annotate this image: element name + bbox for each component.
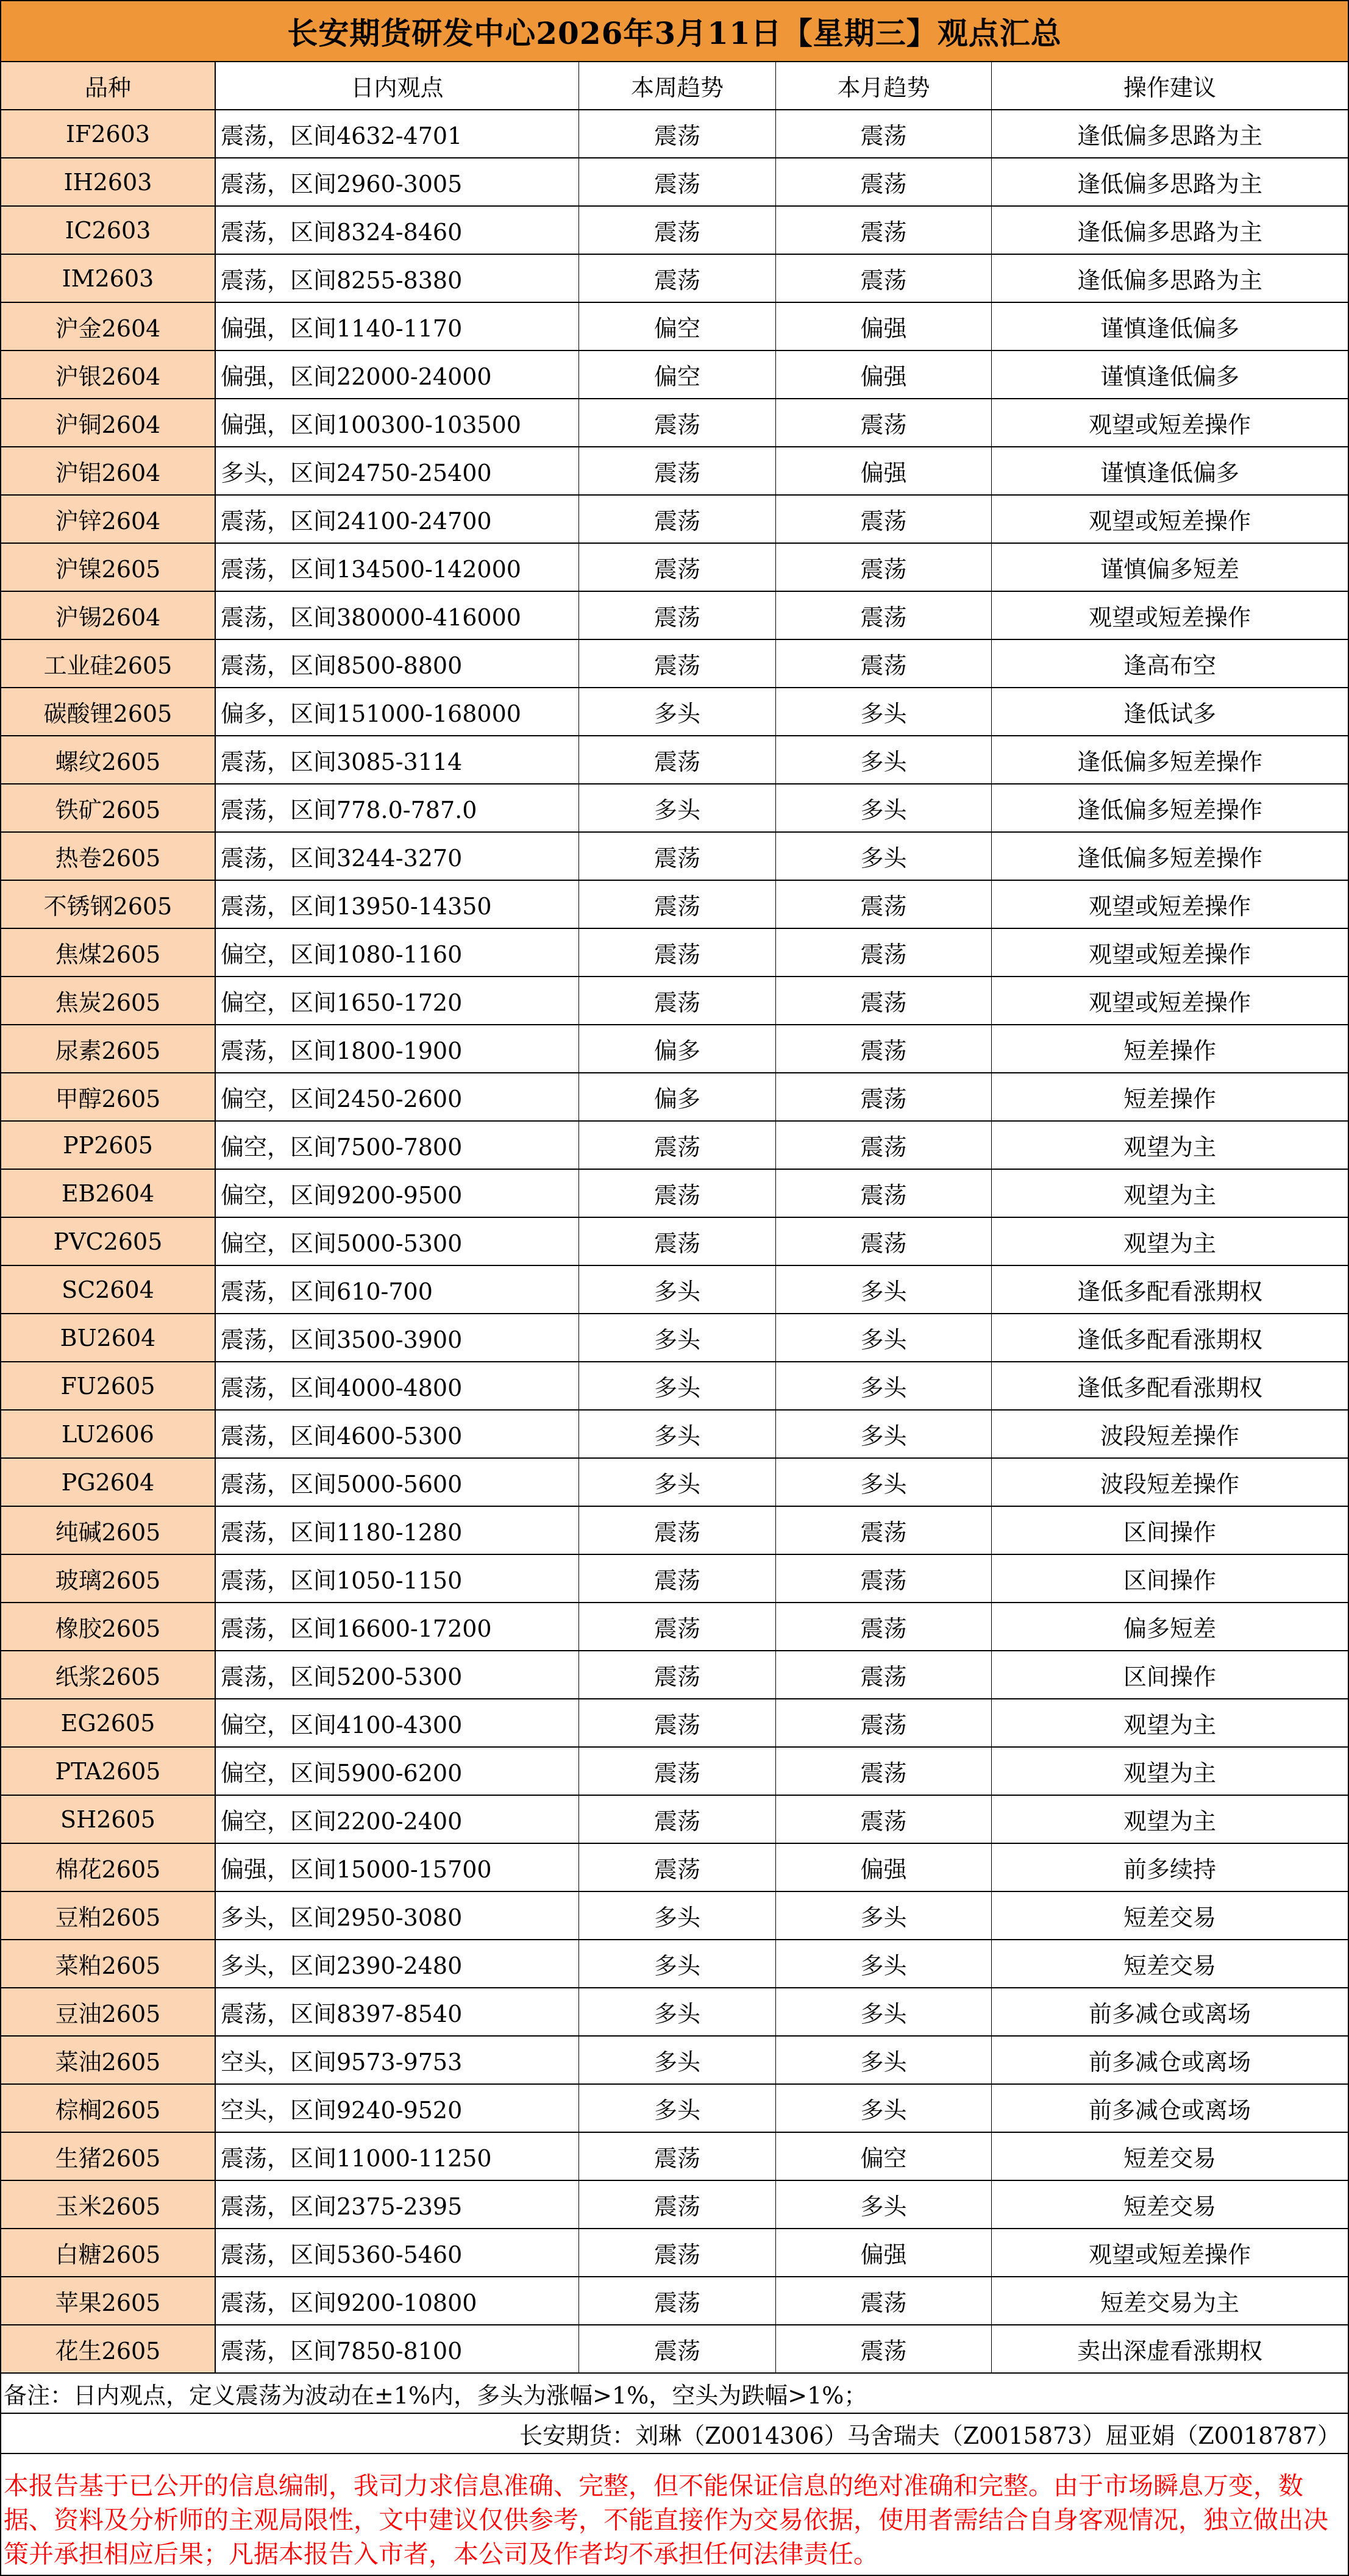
month-trend-cell: 震荡	[776, 592, 992, 639]
month-trend-cell: 多头	[776, 1940, 992, 1987]
variety-cell: 沪铝2604	[1, 447, 216, 494]
table-row	[1, 255, 1348, 303]
month-trend-cell: 多头	[776, 2181, 992, 2228]
week-trend-cell: 震荡	[579, 496, 776, 543]
table-row	[1, 1940, 1348, 1988]
table-row	[1, 1122, 1348, 1170]
table-row	[1, 1411, 1348, 1459]
week-trend-cell: 多头	[579, 1459, 776, 1506]
variety-cell: 玻璃2605	[1, 1555, 216, 1602]
advice-cell: 逢低偏多思路为主	[1077, 267, 1262, 294]
week-trend-cell: 震荡	[579, 1844, 776, 1891]
month-trend-cell: 多头	[776, 688, 992, 735]
variety-cell: 棕榈2605	[1, 2085, 216, 2132]
intraday-cell: 偏强，区间22000-24000	[216, 351, 579, 398]
week-trend-cell: 多头	[579, 1266, 776, 1313]
month-trend-cell: 多头	[776, 1411, 992, 1457]
intraday-cell: 震荡，区间4600-5300	[216, 1411, 579, 1457]
intraday-cell: 震荡，区间9200-10800	[216, 2277, 579, 2324]
variety-cell: 沪锡2604	[1, 592, 216, 639]
month-trend-cell: 偏强	[776, 447, 992, 494]
week-trend-cell: 震荡	[579, 736, 776, 783]
week-trend-cell: 震荡	[579, 447, 776, 494]
table-row	[1, 1170, 1348, 1218]
header-advice: 操作建议	[1123, 74, 1216, 101]
week-trend-cell: 震荡	[579, 881, 776, 928]
month-trend-cell: 震荡	[776, 496, 992, 543]
variety-cell: 豆粕2605	[1, 1892, 216, 1939]
variety-cell: BU2604	[1, 1314, 216, 1361]
week-trend-cell: 震荡	[579, 207, 776, 254]
header-intraday: 日内观点	[216, 62, 579, 109]
variety-cell: IC2603	[1, 207, 216, 254]
intraday-cell: 偏空，区间5000-5300	[216, 1218, 579, 1265]
header-month-trend: 本月趋势	[776, 62, 992, 109]
advice-cell: 谨慎逢低偏多	[1100, 460, 1239, 486]
week-trend-cell: 震荡	[579, 1122, 776, 1169]
week-trend-cell: 震荡	[579, 977, 776, 1024]
advice-cell: 短差操作	[1123, 1037, 1216, 1064]
table-row	[1, 688, 1348, 736]
month-trend-cell: 震荡	[776, 1651, 992, 1698]
week-trend-cell: 多头	[579, 2085, 776, 2132]
table-row	[1, 1459, 1348, 1507]
variety-cell: FU2605	[1, 1362, 216, 1409]
advice-cell: 逢低偏多思路为主	[1077, 219, 1262, 246]
advice-cell: 前多减仓或离场	[1088, 2049, 1251, 2076]
header-week-trend: 本周趋势	[579, 62, 776, 109]
variety-cell: 玉米2605	[1, 2181, 216, 2228]
intraday-cell: 偏空，区间2450-2600	[216, 1073, 579, 1120]
note-row: 备注：日内观点，定义震荡为波动在±1%内，多头为涨幅>1%，空头为跌幅>1%；	[1, 2374, 1348, 2414]
advice-cell: 观望或短差操作	[1088, 941, 1251, 968]
intraday-cell: 震荡，区间1180-1280	[216, 1507, 579, 1554]
variety-cell: 沪铜2604	[1, 399, 216, 446]
table-row	[1, 2181, 1348, 2229]
advice-cell: 观望或短差操作	[1088, 604, 1251, 631]
week-trend-cell: 震荡	[579, 110, 776, 157]
week-trend-cell: 震荡	[579, 2229, 776, 2276]
month-trend-cell: 多头	[776, 1362, 992, 1409]
variety-cell: 热卷2605	[1, 833, 216, 880]
table-row	[1, 2037, 1348, 2085]
month-trend-cell: 多头	[776, 736, 992, 783]
intraday-cell: 震荡，区间5360-5460	[216, 2229, 579, 2276]
month-trend-cell: 震荡	[776, 977, 992, 1024]
week-trend-cell: 偏空	[579, 351, 776, 398]
month-trend-cell: 震荡	[776, 1555, 992, 1602]
week-trend-cell: 多头	[579, 2037, 776, 2083]
month-trend-cell: 偏强	[776, 303, 992, 350]
advice-cell: 偏多短差	[1123, 1615, 1216, 1642]
month-trend-cell: 震荡	[776, 1603, 992, 1650]
variety-cell: PG2604	[1, 1459, 216, 1506]
week-trend-cell: 多头	[579, 1314, 776, 1361]
week-trend-cell: 震荡	[579, 399, 776, 446]
week-trend-cell: 震荡	[579, 929, 776, 976]
intraday-cell: 空头，区间9240-9520	[216, 2085, 579, 2132]
week-trend-cell: 多头	[579, 1411, 776, 1457]
table-row	[1, 158, 1348, 207]
variety-cell: 橡胶2605	[1, 1603, 216, 1650]
week-trend-cell: 震荡	[579, 1603, 776, 1650]
table-row	[1, 2229, 1348, 2277]
intraday-cell: 震荡，区间16600-17200	[216, 1603, 579, 1650]
advice-cell: 逢高布空	[1123, 652, 1216, 679]
variety-cell: PTA2605	[1, 1748, 216, 1795]
variety-cell: 沪锌2604	[1, 496, 216, 543]
advice-cell: 区间操作	[1123, 1663, 1216, 1690]
variety-cell: IM2603	[1, 255, 216, 302]
advice-cell: 波段短差操作	[1100, 1423, 1239, 1450]
week-trend-cell: 震荡	[579, 1796, 776, 1843]
advice-cell: 卖出深虚看涨期权	[1077, 2338, 1262, 2364]
week-trend-cell: 震荡	[579, 2277, 776, 2324]
variety-cell: 苹果2605	[1, 2277, 216, 2324]
intraday-cell: 震荡，区间3244-3270	[216, 833, 579, 880]
week-trend-cell: 震荡	[579, 1507, 776, 1554]
variety-cell: 生猪2605	[1, 2133, 216, 2180]
table-row	[1, 1314, 1348, 1362]
table-row	[1, 1892, 1348, 1940]
intraday-cell: 震荡，区间5000-5600	[216, 1459, 579, 1506]
advice-cell: 观望为主	[1123, 1760, 1216, 1787]
intraday-cell: 震荡，区间13950-14350	[216, 881, 579, 928]
table-row	[1, 447, 1348, 496]
advice-cell: 前多减仓或离场	[1088, 2001, 1251, 2027]
table-row	[1, 2133, 1348, 2181]
intraday-cell: 偏空，区间9200-9500	[216, 1170, 579, 1217]
week-trend-cell: 偏多	[579, 1073, 776, 1120]
intraday-cell: 偏空，区间7500-7800	[216, 1122, 579, 1169]
variety-cell: SH2605	[1, 1796, 216, 1843]
variety-cell: PP2605	[1, 1122, 216, 1169]
month-trend-cell: 多头	[776, 1892, 992, 1939]
month-trend-cell: 震荡	[776, 1699, 992, 1746]
month-trend-cell: 多头	[776, 785, 992, 831]
intraday-cell: 震荡，区间5200-5300	[216, 1651, 579, 1698]
variety-cell: IF2603	[1, 110, 216, 157]
variety-cell: 焦煤2605	[1, 929, 216, 976]
advice-cell: 逢低试多	[1123, 700, 1216, 727]
variety-cell: 焦炭2605	[1, 977, 216, 1024]
intraday-cell: 震荡，区间134500-142000	[216, 544, 579, 591]
week-trend-cell: 震荡	[579, 1651, 776, 1698]
advice-cell: 谨慎逢低偏多	[1100, 363, 1239, 390]
intraday-cell: 偏空，区间2200-2400	[216, 1796, 579, 1843]
advice-cell: 观望或短差操作	[1088, 893, 1251, 920]
advice-cell: 短差操作	[1123, 1086, 1216, 1112]
variety-cell: IH2603	[1, 158, 216, 205]
variety-cell: EG2605	[1, 1699, 216, 1746]
intraday-cell: 震荡，区间1800-1900	[216, 1025, 579, 1072]
month-trend-cell: 偏强	[776, 351, 992, 398]
advice-cell: 观望为主	[1123, 1134, 1216, 1161]
week-trend-cell: 偏多	[579, 1025, 776, 1072]
month-trend-cell: 震荡	[776, 881, 992, 928]
week-trend-cell: 震荡	[579, 833, 776, 880]
advice-cell: 观望或短差操作	[1088, 989, 1251, 1016]
table-row	[1, 207, 1348, 255]
table-row	[1, 110, 1348, 158]
table-row	[1, 1988, 1348, 2037]
table-row	[1, 785, 1348, 833]
advice-cell: 短差交易为主	[1100, 2290, 1239, 2316]
variety-cell: 沪金2604	[1, 303, 216, 350]
table-row	[1, 736, 1348, 785]
advice-cell: 观望为主	[1123, 1182, 1216, 1209]
week-trend-cell: 震荡	[579, 255, 776, 302]
intraday-cell: 震荡，区间8500-8800	[216, 640, 579, 687]
month-trend-cell: 震荡	[776, 929, 992, 976]
week-trend-cell: 多头	[579, 785, 776, 831]
intraday-cell: 偏空，区间1650-1720	[216, 977, 579, 1024]
variety-cell: 不锈钢2605	[1, 881, 216, 928]
month-trend-cell: 震荡	[776, 255, 992, 302]
month-trend-cell: 震荡	[776, 207, 992, 254]
intraday-cell: 震荡，区间380000-416000	[216, 592, 579, 639]
week-trend-cell: 震荡	[579, 2181, 776, 2228]
intraday-cell: 震荡，区间8397-8540	[216, 1988, 579, 2035]
month-trend-cell: 震荡	[776, 640, 992, 687]
advice-cell: 区间操作	[1123, 1567, 1216, 1594]
intraday-cell: 震荡，区间4632-4701	[216, 110, 579, 157]
table-row	[1, 2085, 1348, 2133]
variety-cell: 工业硅2605	[1, 640, 216, 687]
variety-cell: 铁矿2605	[1, 785, 216, 831]
advice-cell: 逢低偏多短差操作	[1077, 749, 1262, 775]
week-trend-cell: 震荡	[579, 158, 776, 205]
month-trend-cell: 多头	[776, 2037, 992, 2083]
intraday-cell: 震荡，区间3500-3900	[216, 1314, 579, 1361]
variety-cell: LU2606	[1, 1411, 216, 1457]
month-trend-cell: 震荡	[776, 1796, 992, 1843]
table-row	[1, 1651, 1348, 1699]
table-row	[1, 1218, 1348, 1266]
advice-cell: 观望或短差操作	[1088, 508, 1251, 535]
week-trend-cell: 震荡	[579, 640, 776, 687]
advice-cell: 前多续持	[1123, 1856, 1216, 1883]
week-trend-cell: 震荡	[579, 2133, 776, 2180]
intraday-cell: 震荡，区间11000-11250	[216, 2133, 579, 2180]
month-trend-cell: 震荡	[776, 1025, 992, 1072]
advice-cell: 短差交易	[1123, 1952, 1216, 1979]
intraday-cell: 震荡，区间4000-4800	[216, 1362, 579, 1409]
table-row	[1, 833, 1348, 881]
authors-row: 长安期货：刘琳（Z0014306）马舍瑞夫（Z0015873）屈亚娟（Z0018787）	[1, 2414, 1348, 2454]
advice-cell: 逢低偏多短差操作	[1077, 845, 1262, 872]
week-trend-cell: 震荡	[579, 1748, 776, 1795]
intraday-cell: 震荡，区间610-700	[216, 1266, 579, 1313]
intraday-cell: 偏强，区间15000-15700	[216, 1844, 579, 1891]
month-trend-cell: 偏空	[776, 2133, 992, 2180]
variety-cell: 螺纹2605	[1, 736, 216, 783]
table-row	[1, 1073, 1348, 1122]
month-trend-cell: 震荡	[776, 2277, 992, 2324]
advice-cell: 逢低多配看涨期权	[1077, 1326, 1262, 1353]
advice-cell: 前多减仓或离场	[1088, 2097, 1251, 2124]
variety-cell: 尿素2605	[1, 1025, 216, 1072]
variety-cell: 沪银2604	[1, 351, 216, 398]
month-trend-cell: 多头	[776, 1314, 992, 1361]
variety-cell: PVC2605	[1, 1218, 216, 1265]
advice-cell: 逢低偏多短差操作	[1077, 797, 1262, 824]
advice-cell: 短差交易	[1123, 2145, 1216, 2172]
intraday-cell: 偏空，区间5900-6200	[216, 1748, 579, 1795]
table-row	[1, 1266, 1348, 1314]
table-row	[1, 544, 1348, 592]
variety-cell: 棉花2605	[1, 1844, 216, 1891]
intraday-cell: 多头，区间2390-2480	[216, 1940, 579, 1987]
advice-cell: 观望或短差操作	[1088, 2241, 1251, 2268]
week-trend-cell: 震荡	[579, 1699, 776, 1746]
intraday-cell: 震荡，区间2960-3005	[216, 158, 579, 205]
advice-cell: 逢低多配看涨期权	[1077, 1278, 1262, 1305]
table-row	[1, 1025, 1348, 1073]
month-trend-cell: 偏强	[776, 2229, 992, 2276]
advice-cell: 观望为主	[1123, 1712, 1216, 1738]
table-row	[1, 592, 1348, 640]
month-trend-cell: 多头	[776, 1988, 992, 2035]
advice-cell: 逢低偏多思路为主	[1077, 171, 1262, 197]
intraday-cell: 空头，区间9573-9753	[216, 2037, 579, 2083]
intraday-cell: 震荡，区间8255-8380	[216, 255, 579, 302]
variety-cell: SC2604	[1, 1266, 216, 1313]
intraday-cell: 震荡，区间3085-3114	[216, 736, 579, 783]
month-trend-cell: 震荡	[776, 1170, 992, 1217]
advice-cell: 逢低多配看涨期权	[1077, 1375, 1262, 1401]
intraday-cell: 偏空，区间1080-1160	[216, 929, 579, 976]
week-trend-cell: 震荡	[579, 1555, 776, 1602]
table-row	[1, 1362, 1348, 1411]
table-row	[1, 399, 1348, 447]
intraday-cell: 偏强，区间100300-103500	[216, 399, 579, 446]
intraday-cell: 偏空，区间4100-4300	[216, 1699, 579, 1746]
intraday-cell: 偏多，区间151000-168000	[216, 688, 579, 735]
table-row	[1, 1748, 1348, 1796]
advice-cell: 短差交易	[1123, 1904, 1216, 1931]
week-trend-cell: 偏空	[579, 303, 776, 350]
table-row	[1, 929, 1348, 977]
variety-cell: 沪镍2605	[1, 544, 216, 591]
table-row	[1, 351, 1348, 399]
intraday-cell: 震荡，区间778.0-787.0	[216, 785, 579, 831]
table-row	[1, 303, 1348, 351]
week-trend-cell: 震荡	[579, 2325, 776, 2372]
table-row	[1, 1699, 1348, 1748]
table-row	[1, 1796, 1348, 1844]
variety-cell: 豆油2605	[1, 1988, 216, 2035]
intraday-cell: 震荡，区间2375-2395	[216, 2181, 579, 2228]
advice-cell: 观望为主	[1123, 1808, 1216, 1835]
table-row	[1, 1603, 1348, 1651]
advice-cell: 观望为主	[1123, 1230, 1216, 1257]
intraday-cell: 震荡，区间24100-24700	[216, 496, 579, 543]
month-trend-cell: 多头	[776, 1266, 992, 1313]
month-trend-cell: 震荡	[776, 1073, 992, 1120]
intraday-cell: 偏强，区间1140-1170	[216, 303, 579, 350]
table-row	[1, 1844, 1348, 1892]
variety-cell: 纯碱2605	[1, 1507, 216, 1554]
week-trend-cell: 多头	[579, 1940, 776, 1987]
table-header	[1, 62, 1348, 110]
advice-cell: 逢低偏多思路为主	[1077, 123, 1262, 149]
month-trend-cell: 偏强	[776, 1844, 992, 1891]
variety-cell: 甲醇2605	[1, 1073, 216, 1120]
month-trend-cell: 震荡	[776, 399, 992, 446]
month-trend-cell: 多头	[776, 1459, 992, 1506]
week-trend-cell: 震荡	[579, 544, 776, 591]
week-trend-cell: 多头	[579, 1892, 776, 1939]
month-trend-cell: 多头	[776, 2085, 992, 2132]
month-trend-cell: 震荡	[776, 158, 992, 205]
table-row	[1, 2277, 1348, 2325]
variety-cell: 花生2605	[1, 2325, 216, 2372]
month-trend-cell: 多头	[776, 833, 992, 880]
table-row	[1, 496, 1348, 544]
month-trend-cell: 震荡	[776, 110, 992, 157]
variety-cell: 纸浆2605	[1, 1651, 216, 1698]
variety-cell: 菜粕2605	[1, 1940, 216, 1987]
advice-cell: 谨慎偏多短差	[1100, 556, 1239, 583]
week-trend-cell: 震荡	[579, 592, 776, 639]
intraday-cell: 震荡，区间7850-8100	[216, 2325, 579, 2372]
variety-cell: EB2604	[1, 1170, 216, 1217]
week-trend-cell: 多头	[579, 1362, 776, 1409]
table-row	[1, 1507, 1348, 1555]
advice-cell: 谨慎逢低偏多	[1100, 315, 1239, 342]
week-trend-cell: 震荡	[579, 1170, 776, 1217]
disclaimer: 本报告基于已公开的信息编制，我司力求信息准确、完整，但不能保证信息的绝对准确和完整。由于市场瞬息万变，数据、资料及分析师的主观局限性，文中建议仅供参考，不能直接作为交易依据，使用者需结合自身客观情况，独立做出决策并承担相应后果；凡据本报告入市者，本公司及作者均不承担任何法律责任。	[1, 2454, 1348, 2576]
intraday-cell: 多头，区间2950-3080	[216, 1892, 579, 1939]
advice-cell: 观望或短差操作	[1088, 411, 1251, 438]
advice-cell: 区间操作	[1123, 1519, 1216, 1546]
month-trend-cell: 震荡	[776, 544, 992, 591]
header-variety: 品种	[1, 62, 216, 109]
table-row	[1, 977, 1348, 1025]
advice-cell: 波段短差操作	[1100, 1471, 1239, 1498]
advice-cell: 短差交易	[1123, 2193, 1216, 2220]
month-trend-cell: 震荡	[776, 1507, 992, 1554]
variety-cell: 菜油2605	[1, 2037, 216, 2083]
variety-cell: 白糖2605	[1, 2229, 216, 2276]
month-trend-cell: 震荡	[776, 1748, 992, 1795]
table-row	[1, 2325, 1348, 2374]
table-row	[1, 640, 1348, 688]
variety-cell: 碳酸锂2605	[1, 688, 216, 735]
week-trend-cell: 震荡	[579, 1218, 776, 1265]
month-trend-cell: 震荡	[776, 2325, 992, 2372]
intraday-cell: 震荡，区间8324-8460	[216, 207, 579, 254]
week-trend-cell: 多头	[579, 1988, 776, 2035]
month-trend-cell: 震荡	[776, 1218, 992, 1265]
intraday-cell: 多头，区间24750-25400	[216, 447, 579, 494]
table-row	[1, 1555, 1348, 1603]
week-trend-cell: 多头	[579, 688, 776, 735]
month-trend-cell: 震荡	[776, 1122, 992, 1169]
table-row	[1, 881, 1348, 929]
report-title: 长安期货研发中心2026年3月11日【星期三】观点汇总	[1, 1, 1348, 62]
table-body	[1, 110, 1348, 2374]
intraday-cell: 震荡，区间1050-1150	[216, 1555, 579, 1602]
